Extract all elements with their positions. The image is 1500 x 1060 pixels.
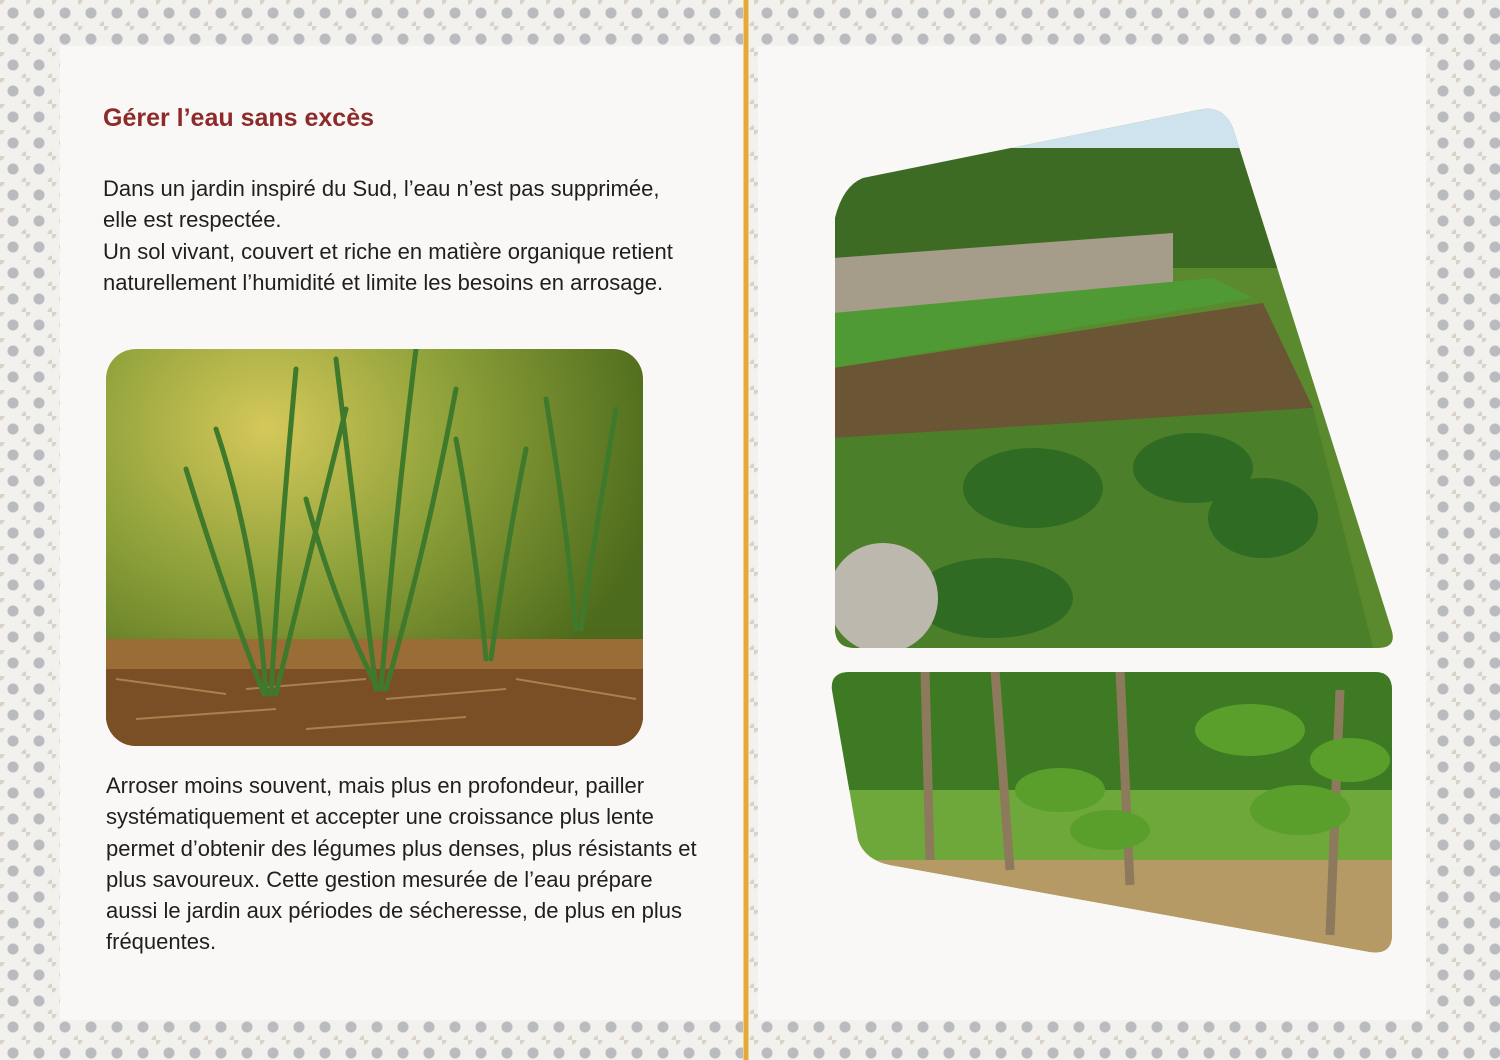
pepper-plants-photo bbox=[830, 670, 1392, 955]
book-spine bbox=[744, 0, 748, 1060]
section-title: Gérer l’eau sans excès bbox=[103, 104, 375, 132]
closing-paragraph: Arroser moins souvent, mais plus en profondeur, pailler systématiquement et accepter une croissance plus lente permet d’obtenir des légumes plus denses, plus résistants et plus savoureux. Cette gestion mesurée de l’eau prépare aussi le jardin aux périodes de sécheresse, de plus en plus fréquentes. bbox=[106, 773, 697, 955]
intro-paragraph: Dans un jardin inspiré du Sud, l’eau n’est pas supprimée, elle est respectée. Un sol vivant, couvert et riche en matière organique retient naturellement l’humidité et limite les besoins en arrosage. bbox=[103, 176, 673, 295]
onion-plants-photo bbox=[106, 349, 643, 746]
terraced-garden-photo bbox=[833, 108, 1395, 650]
